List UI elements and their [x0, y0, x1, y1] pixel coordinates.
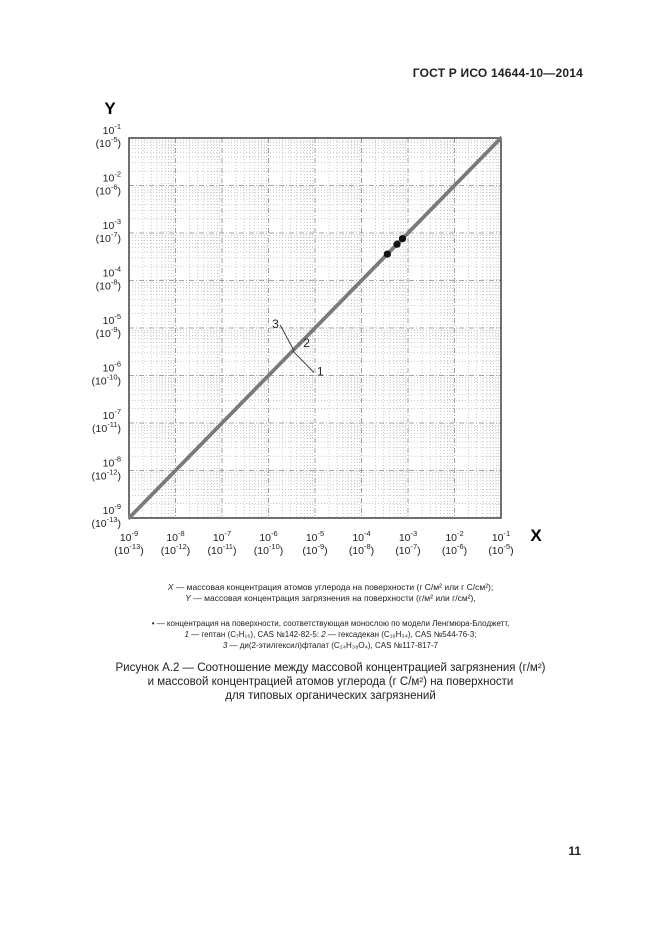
legend-y: Y — массовая концентрация загрязнения на поверхности (г/м² или г/см²), [185, 593, 476, 603]
document-header: ГОСТ Р ИСО 14644-10—2014 [412, 66, 583, 80]
x-tick-9-value: $10^{-1}$ [491, 529, 511, 544]
y-tick-4 [91, 360, 121, 388]
x-tick-4-value: $10^{-6}$ [259, 529, 278, 544]
y-tick-1-alt: $(10^{-13})$ [91, 515, 121, 530]
figure-caption [0, 661, 661, 703]
caption-line-1: Рисунок А.2 — Соотношение между массовой концентрацией загрязнения (г/м²) [115, 662, 546, 674]
y-axis-letter: Y [104, 99, 116, 118]
y-tick-4-value: $10^{-6}$ [102, 359, 121, 375]
x-tick-7-alt: $(10^{-7})$ [395, 542, 421, 557]
x-axis-letter: X [530, 526, 542, 545]
y-tick-2-alt: $(10^{-12})$ [91, 467, 121, 483]
x-tick-6 [349, 529, 374, 557]
y-tick-2 [91, 455, 121, 483]
y-tick-6 [96, 265, 121, 293]
y-tick-4-alt: $(10^{-10})$ [91, 372, 121, 388]
y-tick-1-value: $10^{-9}$ [102, 502, 121, 517]
x-tick-8-alt: $(10^{-6})$ [441, 542, 468, 557]
x-tick-3 [208, 529, 237, 557]
callout-label-3: 3 [272, 317, 279, 331]
y-tick-9 [96, 122, 121, 150]
legend-series-3: 3 — ди(2-этилгексил)фталат (C₂₄H₃₈O₄), CAS №117-817-7 [222, 641, 439, 650]
monolayer-point-3 [399, 235, 406, 242]
x-tick-3-value: $10^{-7}$ [212, 529, 232, 544]
monolayer-point-2 [393, 241, 400, 248]
axis-legend [0, 582, 661, 604]
x-tick-4 [254, 529, 284, 557]
y-tick-7-value: $10^{-3}$ [102, 217, 121, 232]
x-tick-6-value: $10^{-4}$ [352, 529, 371, 544]
y-tick-6-alt: $(10^{-8})$ [95, 277, 121, 293]
y-tick-3-alt: $(10^{-11})$ [92, 420, 121, 435]
legend-x: X — массовая концентрация атомов углерода на поверхности (г С/м² или г С/см²); [167, 582, 494, 592]
y-tick-9-alt: $(10^{-5})$ [95, 135, 121, 150]
y-tick-8-alt: $(10^{-6})$ [95, 182, 121, 198]
x-tick-3-alt: $(10^{-11})$ [207, 542, 237, 557]
x-tick-1-value: $10^{-9}$ [119, 529, 139, 544]
y-tick-5-alt: $(10^{-9})$ [95, 325, 121, 340]
y-tick-3 [92, 407, 121, 435]
y-tick-7 [96, 217, 121, 245]
x-tick-1 [114, 529, 144, 557]
y-tick-8-value: $10^{-2}$ [102, 169, 121, 185]
caption-line-2: и массовой концентрацией атомов углерода (г С/м²) на поверхности [147, 676, 514, 688]
x-tick-2 [161, 529, 191, 557]
callout-label-2: 2 [303, 335, 310, 350]
legend-dot: • — концентрация на поверхности, соответствующая монослою по модели Ленгмюра-Блоджетт, [151, 619, 510, 628]
page-number: 11 [568, 844, 581, 858]
x-tick-2-value: $10^{-8}$ [166, 529, 185, 544]
x-tick-7-value: $10^{-3}$ [398, 529, 418, 544]
callout-leader-3 [280, 325, 293, 350]
y-tick-3-value: $10^{-7}$ [102, 407, 121, 422]
monolayer-points [384, 235, 406, 258]
x-tick-5 [302, 529, 327, 557]
x-tick-7 [395, 529, 420, 557]
x-tick-5-value: $10^{-5}$ [305, 529, 325, 544]
legend-series-1-2: 1 — гептан (C₇H₁₆), CAS №142-82-5: 2 — гексадекан (C₁₆H₃₄), CAS №544-76-3; [184, 630, 477, 639]
x-tick-2-alt: $(10^{-12})$ [160, 542, 191, 557]
series-legend [0, 618, 661, 651]
y-tick-9-value: $10^{-1}$ [102, 122, 121, 137]
x-tick-4-alt: $(10^{-10})$ [253, 542, 284, 557]
callout-label-1: 1 [316, 364, 324, 379]
x-tick-8-value: $10^{-2}$ [445, 529, 464, 544]
y-tick-8 [96, 170, 121, 198]
x-tick-9-alt: $(10^{-5})$ [488, 542, 514, 557]
y-tick-1 [91, 502, 121, 530]
y-tick-7-alt: $(10^{-7})$ [95, 230, 121, 245]
monolayer-point-1 [384, 250, 391, 257]
y-tick-6-value: $10^{-4}$ [102, 264, 121, 280]
x-tick-5-alt: $(10^{-9})$ [302, 542, 328, 557]
x-tick-6-alt: $(10^{-8})$ [348, 542, 375, 557]
y-tick-5-value: $10^{-5}$ [102, 312, 121, 327]
x-tick-8 [442, 529, 467, 557]
y-tick-labels [91, 122, 121, 530]
caption-line-3: для типовых органических загрязнений [225, 690, 436, 702]
y-tick-5 [96, 312, 121, 340]
x-tick-labels [114, 529, 513, 557]
y-tick-2-value: $10^{-8}$ [102, 454, 121, 470]
x-tick-9 [488, 529, 513, 557]
x-tick-1-alt: $(10^{-13})$ [114, 542, 144, 557]
